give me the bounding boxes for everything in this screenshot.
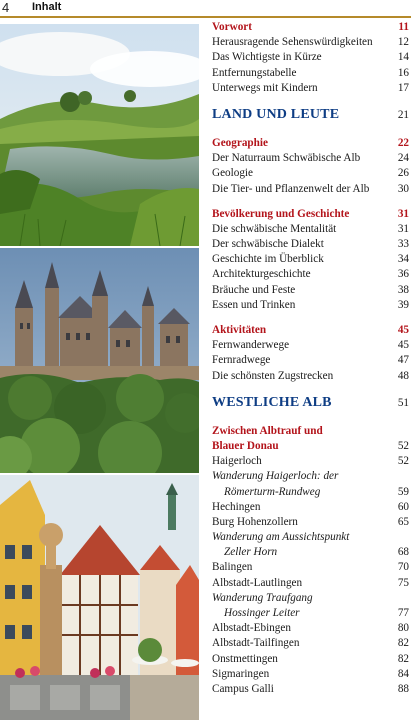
toc-entry[interactable]: Hossinger Leiter 77: [224, 607, 409, 619]
toc-entry[interactable]: Albstadt-Tailfingen 82: [212, 637, 409, 650]
toc-entry[interactable]: Architekturgeschichte 36: [212, 268, 409, 281]
toc-entry[interactable]: Hechingen 60: [212, 500, 409, 513]
toc-intro-group: [212, 20, 409, 96]
toc-entry[interactable]: Der Naturraum Schwäbische Alb 24: [212, 152, 409, 165]
toc-aktivitaeten-group: [212, 323, 409, 384]
table-of-contents: [212, 20, 409, 697]
toc-entry[interactable]: Essen und Trinken 39: [212, 298, 409, 311]
toc-entry[interactable]: Vorwort 11: [212, 21, 409, 33]
town-square-photo: [0, 475, 199, 720]
toc-entry[interactable]: Die schwäbische Mentalität 31: [212, 222, 409, 235]
toc-entry[interactable]: Zeller Horn 68: [224, 546, 409, 559]
toc-entry[interactable]: Geographie 22: [212, 136, 409, 149]
toc-entry[interactable]: Zwischen Albtrauf und: [212, 424, 323, 437]
toc-albtrauf-group: [212, 424, 409, 697]
toc-entry[interactable]: Sigmaringen 84: [212, 667, 409, 680]
castle-photo: [0, 248, 199, 473]
toc-entry[interactable]: Römerturm-Rundweg 59: [224, 485, 409, 498]
toc-entry[interactable]: Blauer Donau 52: [212, 439, 409, 452]
page-number: 4: [2, 0, 10, 15]
toc-entry[interactable]: Die Tier- und Pflanzenwelt der Alb 30: [212, 182, 409, 195]
toc-entry[interactable]: Balingen 70: [212, 561, 409, 574]
toc-entry[interactable]: Unterwegs mit Kindern 17: [212, 81, 409, 94]
toc-entry[interactable]: Wanderung am Aussichtspunkt: [212, 531, 350, 544]
toc-section-land-und-leute[interactable]: LAND UND LEUTE 21: [212, 106, 409, 122]
toc-entry[interactable]: Burg Hohenzollern 65: [212, 515, 409, 528]
toc-entry[interactable]: Entfernungstabelle 16: [212, 66, 409, 79]
toc-entry[interactable]: Geschichte im Überblick 34: [212, 253, 409, 266]
toc-entry[interactable]: Campus Galli 88: [212, 682, 409, 695]
header-rule: [0, 16, 411, 18]
toc-entry[interactable]: Wanderung Haigerloch: der: [212, 470, 339, 483]
toc-entry[interactable]: Fernwanderwege 45: [212, 339, 409, 352]
toc-entry[interactable]: Albstadt-Ebingen 80: [212, 622, 409, 635]
toc-entry[interactable]: Albstadt-Lautlingen 75: [212, 576, 409, 589]
toc-entry[interactable]: Bräuche und Feste 38: [212, 283, 409, 296]
photo-column: [0, 24, 199, 720]
toc-entry[interactable]: Herausragende Sehenswürdigkeiten 12: [212, 36, 409, 49]
toc-entry[interactable]: Fernradwege 47: [212, 354, 409, 367]
toc-entry[interactable]: Das Wichtigste in Kürze 14: [212, 51, 409, 64]
toc-entry[interactable]: Geologie 26: [212, 167, 409, 180]
toc-entry[interactable]: Haigerloch 52: [212, 455, 409, 468]
toc-entry[interactable]: Onstmettingen 82: [212, 652, 409, 665]
toc-entry[interactable]: Der schwäbische Dialekt 33: [212, 238, 409, 251]
page-header: [0, 0, 411, 20]
toc-bevoelkerung-group: [212, 207, 409, 313]
toc-section-westliche-alb[interactable]: WESTLICHE ALB 51: [212, 394, 409, 410]
header-title: Inhalt: [32, 1, 62, 13]
toc-entry[interactable]: Bevölkerung und Geschichte 31: [212, 207, 409, 220]
toc-entry[interactable]: Aktivitäten 45: [212, 324, 409, 336]
toc-entry[interactable]: Wanderung Traufgang: [212, 591, 313, 604]
toc-entry[interactable]: Die schönsten Zugstrecken 48: [212, 369, 409, 382]
landscape-stream-photo: [0, 24, 199, 246]
toc-geographie-group: [212, 136, 409, 197]
